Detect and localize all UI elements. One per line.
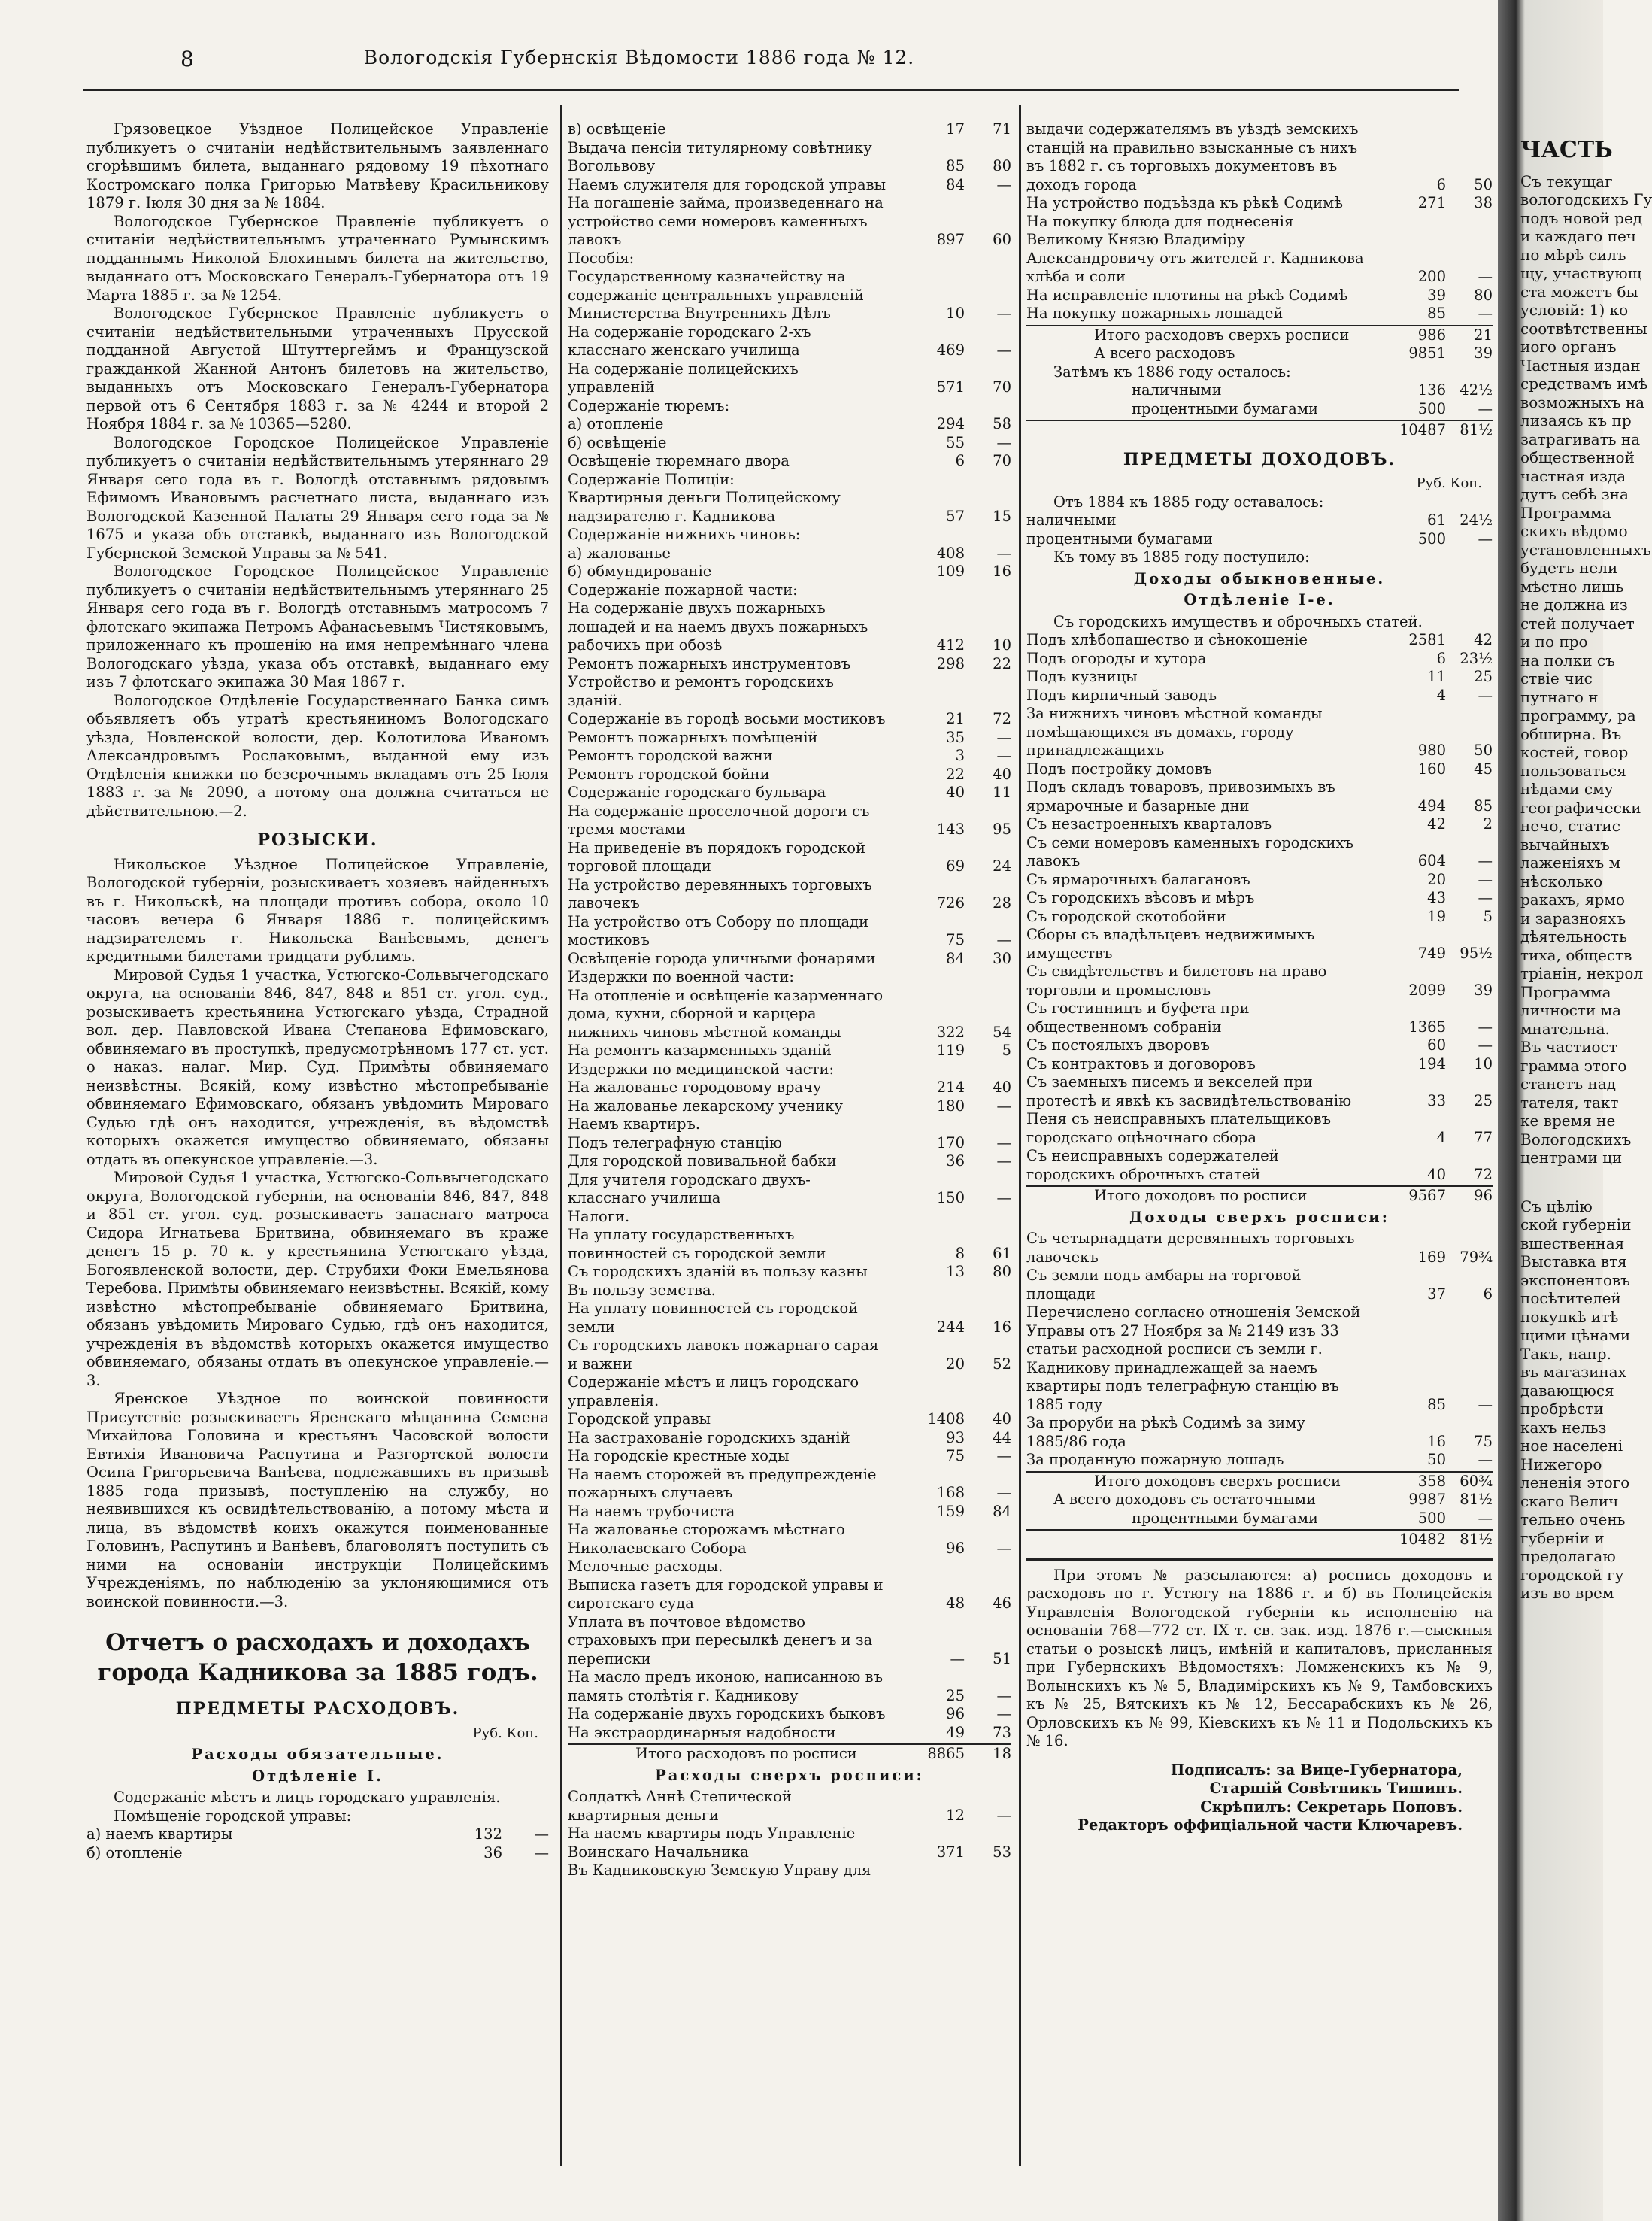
notice-paragraph: Вологодское Отдѣленіе Государственнаго Банка симъ объявляетъ объ утратѣ крестьяниномъ Вологодскаго уѣзда, Новленской волости, дер. Колотилова Иваномъ Александровымъ Рослаковымъ, выданной ему изъ Отдѣленія книжки по безсрочнымъ вкладамъ отъ 25 Іюля 1883 г. за № 2090, а потому она должна считаться не дѣйствительною.—2.: [86, 691, 549, 820]
adjacent-line: дѣятельность: [1520, 927, 1628, 945]
ledger-row: На жалованье городовому врачу 214 40: [568, 1079, 1011, 1096]
ledger-row: На жалованье лекарскому ученику 180 —: [568, 1097, 1011, 1115]
adjacent-line: соотвѣтственны: [1520, 319, 1647, 338]
adjacent-line: костей, говор: [1520, 743, 1629, 761]
ledger-row: Содержаніе въ городѣ восьми мостиковъ 21 72: [568, 710, 1011, 727]
ledger-row: На уплату повинностей съ городской земли 244 16: [568, 1300, 1011, 1336]
signature-line: Скрѣпилъ: Секретарь Поповъ.: [1200, 1798, 1463, 1816]
adjacent-line: лененія этого: [1520, 1473, 1630, 1491]
adjacent-line: тиха, обществ: [1520, 945, 1632, 964]
income-rows: [1026, 511, 1493, 548]
remainder-row: процентными бумагами 500 —: [1132, 1509, 1493, 1527]
adjacent-line: тателя, такт: [1520, 1093, 1619, 1112]
adjacent-line: Съ текущаг: [1520, 171, 1613, 190]
ledger-row: Выписка газетъ для городской управы и сиротскаго суда 48 46: [568, 1576, 1011, 1612]
adjacent-line: скихъ вѣдомо: [1520, 522, 1628, 540]
ledger-row: Содержаніе мѣстъ и лицъ городскаго управленія.: [568, 1373, 859, 1409]
adjacent-line: по мѣрѣ силъ: [1520, 245, 1626, 264]
adjacent-line: центрами ци: [1520, 1148, 1623, 1167]
column-2: [568, 120, 1011, 1880]
total-row: Итого доходовъ по росписи 9567 96: [1026, 1185, 1493, 1206]
adjacent-line: вычайныхъ: [1520, 835, 1610, 854]
income-line: Къ тому въ 1885 году поступило:: [1053, 548, 1310, 566]
ledger-row: На наемъ трубочиста 159 84: [568, 1502, 1011, 1520]
ledger-row: Ремонтъ пожарныхъ инструментовъ 298 22: [568, 654, 1011, 672]
notice-paragraph: Вологодское Городское Полицейское Управленіе публикуетъ о считаніи недѣйствительнымъ утеряннаго 29 Января сего года въ г. Вологдѣ отставнымъ рядовымъ Ефимомъ Ивановымъ расчетнаго листа, выданнаго изъ Вологодской Казенной Палаты 29 Января сего года за № 1675 и указа объ отставкѣ, выданнаго изъ Вологодской Губернской Земской Управы за № 541.: [86, 433, 549, 562]
page-number: 8: [180, 47, 194, 71]
notice-paragraph: Грязовецкое Уѣздное Полицейское Управленіе публикуетъ о считаніи недѣйствительнымъ заявленнаго сгорѣвшимъ билета, выданнаго рядовому 19 пѣхотнаго Костромскаго полка Григорью Матвѣеву Красильникову 1879 г. Іюля 30 дня за № 1884.: [86, 120, 549, 211]
ledger-row: Съ городскихъ лавокъ пожарнаго сарая и важни 20 52: [568, 1337, 1011, 1373]
adjacent-line: и каждаго печ: [1520, 227, 1637, 245]
adjacent-line: нѣдами сму: [1520, 780, 1614, 798]
ledger-row: Съ семи номеровъ каменныхъ городскихъ лавокъ 604 —: [1026, 833, 1493, 869]
distribution-note: При этомъ № разсылаются: а) роспись доходовъ и расходовъ по г. Устюгу на 1886 г. и б) въ Полицейскія Управленія Вологодской губерніи къ исполненію на основаніи 768—772 ст. IX т. св. зак. изд. 1876 г.—сыскныя статьи о розыскѣ лицъ, имѣній и капиталовъ, присланныя при Губернскихъ Вѣдомостяхъ: Ломженскихъ къ № 9, Волынскихъ къ № 5, Владимірскихъ къ № 9, Тамбовскихъ къ № 25, Вятскихъ къ № 12, Бессарабскихъ къ № 26, Орловскихъ къ № 99, Кіевскихъ къ № 11 и Подольскихъ къ № 16.: [1026, 1566, 1493, 1749]
remainder-line: Затѣмъ къ 1886 году осталось:: [1053, 363, 1291, 381]
income-line: Съ городскихъ имуществъ и оброчныхъ статей.: [1053, 612, 1423, 630]
ledger-row: Съ контрактовъ и договоровъ 194 10: [1026, 1054, 1493, 1073]
ledger-row: Городской управы 1408 40: [568, 1410, 1011, 1428]
adjacent-line: скаго Велич: [1520, 1491, 1619, 1510]
ledger-row: Подъ постройку домовъ 160 45: [1026, 760, 1493, 778]
adjacent-lines: [1520, 171, 1652, 1167]
ledger-row: Солдаткѣ Аннѣ Степической квартирныя деньги 12 —: [568, 1788, 1011, 1824]
adjacent-line: ста можетъ бы: [1520, 282, 1638, 301]
ledger-row: б) освѣщеніе 55 —: [568, 433, 1011, 451]
income-rows: [1026, 631, 1493, 1184]
adjacent-line: Такъ, напр.: [1520, 1344, 1611, 1363]
adjacent-line: обширна. Въ: [1520, 724, 1622, 743]
column-1: [86, 120, 549, 1862]
adjacent-line: ствіе чис: [1520, 669, 1593, 687]
grand-total-row: А всего расходовъ 9851 39: [1094, 344, 1493, 362]
signature-line: Подписалъ: за Вице-Губернатора,: [1170, 1761, 1463, 1779]
ledger-row: Ремонтъ городской бойни 22 40: [568, 765, 1011, 783]
ledger-row: Съ городскихъ вѣсовъ и мѣръ 43 —: [1026, 889, 1493, 906]
notice-paragraph: Вологодское Городское Полицейское Управленіе публикуетъ о считаніи недѣйствительнымъ утеряннаго 25 Января сего года въ г. Вологдѣ отставнымъ матросомъ 7 флотскаго экипажа Петромъ Афанасьевымъ Чистяковымъ, приложеннаго къ прошенію на имя непремѣннаго члена Вологодскаго уѣзда, указа объ отставкѣ, выданнаго ему изъ 7 флотскаго экипажа 30 Мая 1867 г.: [86, 563, 549, 690]
column-rule-2: [1019, 105, 1021, 2166]
adjacent-line: грамма этого: [1520, 1056, 1627, 1075]
ordinary-income-heading: Доходы обыкновенные.: [1133, 569, 1386, 587]
income-heading: ПРЕДМЕТЫ ДОХОДОВЪ.: [1123, 449, 1396, 469]
ledger-row: Ремонтъ пожарныхъ помѣщеній 35 —: [568, 728, 1011, 746]
remainder-row: наличными 136 42½: [1132, 381, 1493, 399]
adjacent-line: Частныя издан: [1520, 356, 1641, 375]
adjacent-line: давающюся: [1520, 1381, 1614, 1400]
ledger-row: Подъ телеграфную станцію 170 —: [568, 1133, 1011, 1151]
ledger-row: Для учителя городскаго двухъ-класснаго училища 150 —: [568, 1170, 1011, 1206]
adjacent-line: нечо, статис: [1520, 817, 1620, 835]
rozysk-paragraph: Мировой Судья 1 участка, Устюгско-Сольвычегодскаго округа, на основаніи 846, 847, 848 и 851 ст. угол. суд., розыскиваетъ крестьянина Устюгскаго уѣзда, Страдной вол. дер. Павловской Ивана Степанова Ефимовскаго, обвиняемаго въ проступкѣ, предусмотрѣнномъ 177 ст. уст. о наказ. налаг. Мир. Суд. Примѣты обвиняемаго неизвѣстны. Всякій, кому извѣстно мѣстопребываніе обвиняемаго Ефимовскаго, обязанъ увѣдомить Мироваго Судью гдѣ онъ находится, учрежденія, въ вѣдомствѣ которыхъ окажется имущество обвиняемаго, обязаны отдать въ опекунское управленіе.—3.: [86, 966, 549, 1168]
rozysk-paragraph: Яренское Уѣздное по воинской повинности Присутствіе розыскиваетъ Яренскаго мѣщанина Семена Михайлова Головина и крестьянъ Часовской волости Евтихія Ивановича Распутина и Разгортской волости Осипа Григорьевича Ванѣева, подлежавшихъ въ призывѣ 1885 года призывѣ, поступленію на службу, но неявившихся къ освидѣтельствованію, а потому мѣста и лица, въ вѣдомствѣ коихъ окажутся поименованные Головинъ, Распутинъ и Ванѣевъ, благоволятъ поступить съ ними на основаніи инструкціи Полицейскимъ Учрежденіямъ, по наблюденію за уклоняющимися отъ воинской повинности.—3.: [86, 1390, 549, 1610]
ledger-row: Наемъ квартиръ.: [568, 1115, 701, 1133]
ledger-row: На устройство деревянныхъ торговыхъ лавочекъ 726 28: [568, 875, 1011, 912]
signature-line: Старшій Совѣтникъ Тишинъ.: [1209, 1780, 1463, 1797]
income-line: Отъ 1884 къ 1885 году оставалось:: [1053, 493, 1324, 511]
adjacent-line: посѣтителей: [1520, 1289, 1621, 1307]
adjacent-heading: ЧАСТЬ: [1520, 137, 1613, 163]
ledger-row: Содержаніе городскаго бульвара 40 11: [568, 784, 1011, 801]
adjacent-line: и по про: [1520, 633, 1588, 651]
adjacent-line: мѣстно лишь: [1520, 577, 1624, 596]
ledger-row: На уплату государственныхъ повинностей съ городской земли 8 61: [568, 1226, 1011, 1262]
adjacent-line: программу, ра: [1520, 706, 1636, 724]
adjacent-line: кахъ нельз: [1520, 1418, 1607, 1437]
ledger-row: Подъ кирпичный заводъ 4 —: [1026, 686, 1493, 704]
ledger-row: На масло предъ иконою, написанною въ память столѣтія г. Кадникову 25 —: [568, 1668, 1011, 1704]
ledger-row: б) отопленіе 36 —: [86, 1843, 549, 1861]
rozyski-heading: РОЗЫСКИ.: [257, 830, 378, 850]
column-rule-1: [560, 105, 562, 2166]
signature-line: Редакторъ оффиціальной части Ключаревъ.: [1078, 1816, 1463, 1834]
adjacent-line: частная изда: [1520, 466, 1626, 485]
ledger-row: Съ заемныхъ писемъ и векселей при протестѣ и явкѣ къ засвидѣтельствованію 33 25: [1026, 1073, 1493, 1109]
ledger-row: Содержаніе пожарной части:: [568, 581, 798, 599]
adjacent-line: дутъ себѣ зна: [1520, 485, 1629, 503]
ledger-row: а) жалованье 408 —: [568, 544, 1011, 562]
total-row: Итого расходовъ сверхъ росписи 986 21: [1026, 325, 1493, 345]
ledger-row: а) отопленіе 294 58: [568, 415, 1011, 432]
ledger-row: Подъ огороды и хутора 6 23½: [1026, 649, 1493, 667]
adjacent-line: городской гу: [1520, 1565, 1624, 1584]
ledger-row: На содержаніе проселочной дороги съ тремя мостами 143 95: [568, 802, 1011, 838]
adjacent-line: нѣсколько: [1520, 872, 1603, 891]
sum-row: 10487 81½: [1026, 420, 1493, 440]
adjacent-line: пользоваться: [1520, 761, 1626, 780]
adjacent-page-text: [1520, 135, 1652, 1603]
signatures: [1026, 1761, 1493, 1835]
adjacent-line: ской губерніи: [1520, 1215, 1632, 1233]
adjacent-line: Въ частиост: [1520, 1038, 1617, 1056]
ledger-row: На устройство отъ Собору по площади мостиковъ 75 —: [568, 912, 1011, 948]
adjacent-line: ке время не: [1520, 1112, 1616, 1130]
ledger-row: Съ четырнадцати деревянныхъ торговыхъ лавочекъ 169 79¾: [1026, 1230, 1493, 1266]
ledger-row: Издержки по медицинской части:: [568, 1060, 835, 1078]
ledger-row: На ремонтъ казарменныхъ зданій 119 5: [568, 1042, 1011, 1059]
adjacent-line: будетъ нели: [1520, 559, 1618, 577]
adjacent-line: географически: [1520, 798, 1641, 817]
ledger-row: Сборы съ владѣльцевъ недвижимыхъ имуществъ 749 95½: [1026, 926, 1493, 962]
intro-line: Помѣщеніе городской управы:: [114, 1807, 352, 1825]
ledger-row: Для городской повивальной бабки 36 —: [568, 1152, 1011, 1170]
divider: [1026, 1558, 1493, 1561]
running-header: Вологодскія Губернскія Вѣдомости 1886 года № 12.: [363, 47, 915, 68]
ledger-row: За проруби на рѣкѣ Содимѣ за зиму 1885/86 года 16 75: [1026, 1414, 1493, 1450]
ledger-row: Подъ складъ товаровъ, привозимыхъ въ ярмарочные и базарные дни 494 85: [1026, 778, 1493, 815]
ledger-row: Пособія:: [568, 249, 635, 267]
adjacent-line: Нижегоро: [1520, 1455, 1602, 1473]
ledger-row: Съ свидѣтельствъ и билетовъ на право торговли и промысловъ 2099 39: [1026, 963, 1493, 999]
ledger-row: Налоги.: [568, 1207, 630, 1225]
ledger-row: На экстраординарныя надобности 49 73: [568, 1723, 1011, 1741]
ledger-row: На содержаніе полицейскихъ управленій 571 70: [568, 360, 1011, 396]
adjacent-line: Вологодскихъ: [1520, 1130, 1632, 1148]
ledger-row: Подъ кузницы 11 25: [1026, 668, 1493, 685]
rozysk-paragraph: Мировой Судья 1 участка, Устюгско-Сольвычегодскаго округа, Вологодской губерніи, на основаніи 846, 847, 848 и 851 ст. угол. суд. розыскиваетъ запаснаго матроса Сидора Игнатьева Бритвина, обвиняемаго въ краже денегъ 15 р. 70 к. у крестьянина Устюгскаго уѣзда, Богоявленской волости, дер. Струбихи Фоки Емельянова Теребова. Примѣты обвиняемаго неизвѣстны. Всякій, кому извѣстно мѣстопребываніе обвиняемаго Бритвина, обязанъ увѣдомить Мироваго Судью, гдѣ онъ находится, учрежденія въ вѣдомствѣ которыхъ окажется имущество обвиняемаго, обязаны отдать въ опекунское управленіе.—3.: [86, 1169, 549, 1389]
adjacent-line: экспонентовъ: [1520, 1270, 1630, 1289]
ledger-row: Государственному казначейству на содержаніе центральныхъ управленій Министерства Внутреннихъ Дѣлъ 10 —: [568, 268, 1011, 322]
rozyski-section: [86, 856, 549, 1612]
report-title: Отчетъ о расходахъ и доходахъ города Кадникова за 1885 годъ.: [97, 1629, 538, 1686]
ledger-row: На содержаніе городскаго 2-хъ класснаго женскаго училища 469 —: [568, 323, 1011, 359]
ledger-row: На погашеніе займа, произведеннаго на устройство семи номеровъ каменныхъ лавокъ 897 60: [568, 194, 1011, 248]
adjacent-line: не должна из: [1520, 596, 1628, 614]
units-label: Руб. Коп.: [1416, 475, 1482, 491]
ledger-row: Въ пользу земства.: [568, 1281, 716, 1299]
expense-rows: [1026, 120, 1493, 323]
adjacent-line: ракахъ, ярмо: [1520, 891, 1625, 909]
sum-row: 10482 81½: [1026, 1529, 1493, 1549]
ledger-row: На отопленіе и освѣщеніе казарменнаго дома, кухни, сборной и карцера нижнихъ чиновъ мѣстной команды 322 54: [568, 986, 1011, 1041]
ledger-row: Уплата въ почтовое вѣдомство страховыхъ при пересылкѣ денегъ и за переписки — 51: [568, 1613, 1011, 1667]
adjacent-line: пробрѣсти: [1520, 1400, 1604, 1418]
adjacent-line: стей получает: [1520, 614, 1635, 633]
rozysk-paragraph: Никольское Уѣздное Полицейское Управленіе, Вологодской губерніи, розыскиваетъ хозяевъ найденныхъ въ г. Никольскѣ, на площади противъ собора, около 10 часовъ вечера 6 Января 1886 г. полицейскимъ надзирателемъ г. Никольска Ванѣевымъ, денегъ кредитными билетами тридцати рублимъ.: [86, 855, 549, 965]
adjacent-line: возможныхъ на: [1520, 393, 1645, 411]
obligatory-heading: Расходы обязательные.: [191, 1746, 444, 1763]
extra-expense-rows: [568, 1788, 1011, 1880]
adjacent-line: тельно очень: [1520, 1510, 1626, 1528]
header-rule: [83, 89, 1459, 91]
adjacent-line: предолагаю: [1520, 1547, 1616, 1565]
expense-rows: [568, 120, 1011, 1742]
ledger-row: Съ ярмарочныхъ балагановъ 20 —: [1026, 870, 1493, 888]
ledger-row: Съ постоялыхъ дворовъ 60 —: [1026, 1036, 1493, 1054]
ledger-row: Освѣщеніе города уличными фонарями 84 30: [568, 949, 1011, 967]
notice-paragraph: Вологодское Губернское Правленіе публикуетъ о считаніи недѣйствительнымъ утраченнаго Румынскимъ подданнымъ Николой Блохинымъ билета на жительство, выданнаго отъ Московскаго Генералъ-Губернатора отъ 19 Марта 1885 г. за № 1254.: [86, 212, 549, 304]
income-rows: [1026, 1230, 1493, 1470]
ledger-row: Перечислено согласно отношенія Земской Управы отъ 27 Ноября за № 2149 изъ 33 статьи расходной росписи съ земли г. Кадникову принадлежащей за наемъ квартиры подъ телеграфную станцію въ 1885 году 85 —: [1026, 1303, 1493, 1413]
ledger-row: На застрахованіе городскихъ зданій 93 44: [568, 1428, 1011, 1446]
adjacent-line: средствамъ имѣ: [1520, 375, 1648, 393]
adjacent-line: лизаясь къ пр: [1520, 411, 1632, 429]
adjacent-line: подъ новой ред: [1520, 208, 1643, 227]
expense-rows: [86, 1825, 549, 1862]
ledger-row: Освѣщеніе тюремнаго двора 6 70: [568, 452, 1011, 469]
grand-total-row: А всего доходовъ съ остаточными 9987 81½: [1053, 1491, 1493, 1508]
total-row: Итого доходовъ сверхъ росписи 358 60¾: [1026, 1471, 1493, 1491]
adjacent-line: путнаго н: [1520, 687, 1599, 706]
ledger-row: Мелочные расходы.: [568, 1558, 723, 1575]
ledger-row: Пеня съ неисправныхъ плательщиковъ городскаго оцѣночнаго сбора 4 77: [1026, 1110, 1493, 1146]
ledger-row: Содержаніе тюремъ:: [568, 396, 730, 414]
ledger-row: На покупку пожарныхъ лошадей 85 —: [1026, 305, 1493, 322]
adjacent-line: на полки съ: [1520, 651, 1615, 669]
ledger-row: На приведеніе въ порядокъ городской торговой площади 69 24: [568, 839, 1011, 875]
adjacent-line: условій: 1) ко: [1520, 301, 1629, 319]
ledger-row: Выдача пенсіи титулярному совѣтнику Вогольвову 85 80: [568, 138, 1011, 174]
ledger-row: На наемъ квартиры подъ Управленіе Воинскаго Начальника 371 53: [568, 1825, 1011, 1861]
adjacent-line: изъ во врем: [1520, 1584, 1614, 1602]
ledger-row: На содержаніе двухъ городскихъ быковъ 96 —: [568, 1705, 1011, 1722]
extra-income-heading: Доходы сверхъ росписи:: [1129, 1208, 1390, 1226]
intro-line: Содержаніе мѣстъ и лицъ городскаго управленія.: [114, 1789, 501, 1806]
expenses-heading: ПРЕДМЕТЫ РАСХОДОВЪ.: [175, 1699, 460, 1719]
ledger-row: На содержаніе двухъ пожарныхъ лошадей и на наемъ двухъ пожарныхъ рабочихъ при обозѣ 412 10: [568, 599, 1011, 654]
ledger-row: Съ городскихъ зданій въ пользу казны 13 80: [568, 1263, 1011, 1280]
ledger-row: За проданную пожарную лошадь 50 —: [1026, 1451, 1493, 1468]
adjacent-line: покупкѣ итѣ: [1520, 1307, 1619, 1326]
adjacent-line: лаженіяхъ м: [1520, 854, 1621, 872]
adjacent-line: тріанін, некрол: [1520, 964, 1644, 982]
ledger-row: За нижнихъ чиновъ мѣстной команды помѣщающихся въ домахъ, городу принадлежащихъ 980 50: [1026, 705, 1493, 759]
adjacent-line: мнательна.: [1520, 1019, 1610, 1038]
section-heading: Отдѣленіе I-е.: [1184, 591, 1335, 608]
adjacent-line: Съ цѣлію: [1520, 1197, 1593, 1215]
adjacent-line: станетъ над: [1520, 1075, 1617, 1093]
ledger-row: а) наемъ квартиры 132 —: [86, 1825, 549, 1843]
section-heading: Отдѣленіе I.: [252, 1767, 383, 1785]
adjacent-line: вологодскихъ Гу: [1520, 190, 1652, 208]
adjacent-line: Программа: [1520, 503, 1611, 522]
ledger-row: Съ незастроенныхъ кварталовъ 42 2: [1026, 815, 1493, 833]
ledger-row: Ремонтъ городской важни 3 —: [568, 747, 1011, 764]
ledger-row: Наемъ служителя для городской управы 84 —: [568, 175, 1011, 193]
ledger-row: в) освѣщеніе 17 71: [568, 120, 1011, 138]
ledger-row: выдачи содержателямъ въ уѣздѣ земскихъ станцій на правильно взысканные съ нихъ въ 1882 г. съ торговыхъ документовъ въ доходъ города 6 50: [1026, 120, 1493, 193]
adjacent-lines: [1520, 1197, 1632, 1603]
adjacent-line: иого органъ: [1520, 338, 1617, 356]
adjacent-line: вшественная: [1520, 1233, 1625, 1252]
total-row: Итого расходовъ по росписи 8865 18: [568, 1743, 1011, 1764]
adjacent-line: Программа: [1520, 982, 1611, 1001]
adjacent-line: ное населені: [1520, 1437, 1623, 1455]
adjacent-line: и заразнояхъ: [1520, 909, 1626, 927]
ledger-row: Содержаніе Полиціи:: [568, 470, 735, 488]
ledger-row: Квартирныя деньги Полицейскому надзирателю г. Кадникова 57 15: [568, 489, 1011, 525]
adjacent-line: установленныхъ: [1520, 540, 1651, 559]
ledger-row: Устройство и ремонтъ городскихъ зданій.: [568, 673, 834, 709]
ledger-row: Съ земли подъ амбары на торговой площади 37 6: [1026, 1267, 1493, 1303]
adjacent-line: губерніи и: [1520, 1528, 1605, 1547]
ledger-row: На устройство подъѣзда къ рѣкѣ Содимѣ 271 38: [1026, 194, 1493, 211]
adjacent-line: щими цѣнами: [1520, 1326, 1631, 1344]
ledger-row: На покупку блюда для поднесенія Великому Князю Владиміру Александровичу отъ жителей г. Кадникова хлѣба и соли 200 —: [1026, 212, 1493, 285]
ledger-row: Съ неисправныхъ содержателей городскихъ оброчныхъ статей 40 72: [1026, 1147, 1493, 1183]
adjacent-line: въ магазинах: [1520, 1363, 1626, 1381]
notice-paragraph: Вологодское Губернское Правленіе публикуетъ о считаніи недѣйствительными утраченныхъ Прусской подданной Августой Штуттергеймъ и Французской гражданкой Жанной Антонъ билетовъ на жительство, выданныхъ отъ Московскаго Генералъ-Губернатора первой отъ 6 Сентября 1883 г. за № 4244 и второй 2 Ноября 1884 г. за № 10365—5280.: [86, 305, 549, 432]
ledger-row: Съ гостинницъ и буфета при общественномъ собраніи 1365 —: [1026, 1000, 1493, 1036]
ledger-row: Подъ хлѣбопашество и сѣнокошеніе 2581 42: [1026, 631, 1493, 648]
units-label: Руб. Коп.: [472, 1725, 538, 1741]
remainder-row: процентными бумагами 500 —: [1132, 399, 1493, 417]
ledger-row: На городскіе крестные ходы 75 —: [568, 1447, 1011, 1464]
ledger-row: Въ Кадниковскую Земскую Управу для: [568, 1861, 871, 1879]
adjacent-line: щу, участвующ: [1520, 264, 1642, 282]
notices-section: [86, 120, 549, 821]
ledger-row: процентными бумагами 500 —: [1026, 529, 1493, 548]
ledger-row: Съ городской скотобойни 19 5: [1026, 907, 1493, 925]
ledger-row: Издержки по военной части:: [568, 968, 794, 985]
column-3: [1026, 120, 1493, 1835]
adjacent-line: личности ма: [1520, 1001, 1622, 1019]
ledger-row: На наемъ сторожей въ предупрежденіе пожарныхъ случаевъ 168 —: [568, 1465, 1011, 1501]
ledger-row: На исправленіе плотины на рѣкѣ Содимѣ 39 80: [1026, 286, 1493, 304]
ledger-row: б) обмундированіе 109 16: [568, 563, 1011, 580]
ledger-row: наличными 61 24½: [1026, 511, 1493, 529]
adjacent-line: затрагивать на: [1520, 429, 1641, 448]
ledger-row: Содержаніе нижнихъ чиновъ:: [568, 526, 801, 543]
adjacent-line: общественной: [1520, 448, 1635, 466]
extra-expenses-heading: Расходы сверхъ росписи:: [655, 1766, 924, 1784]
ledger-row: На жалованье сторожамъ мѣстнаго Николаевскаго Собора 96 —: [568, 1521, 1011, 1557]
adjacent-line: Выставка втя: [1520, 1252, 1627, 1270]
